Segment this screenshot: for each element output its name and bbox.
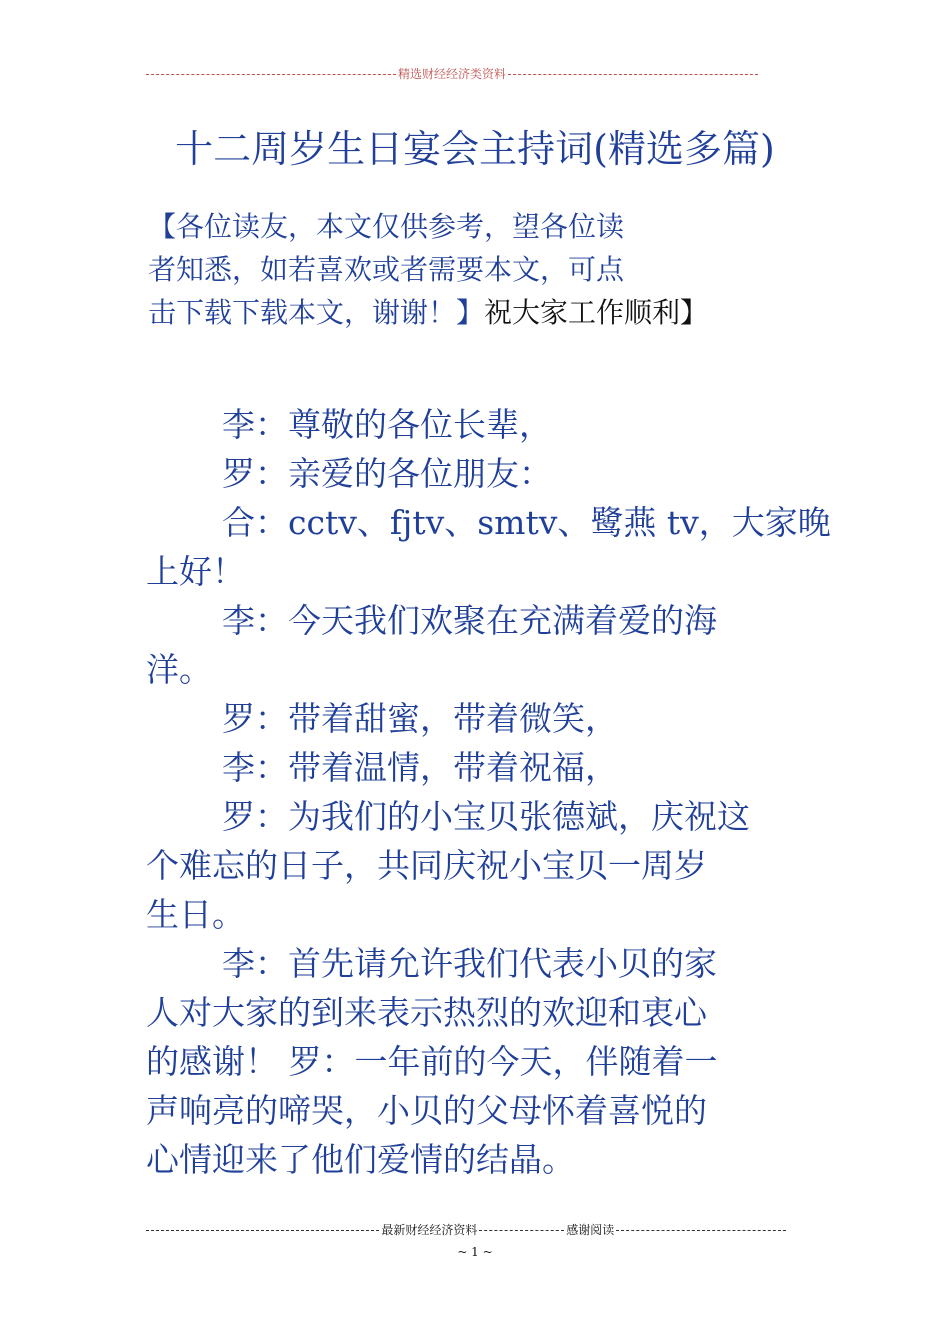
body-line: 个难忘的日子，共同庆祝小宝贝一周岁 (146, 846, 707, 885)
body-line: 李：今天我们欢聚在充满着爱的海 (222, 601, 717, 640)
body-line: 生日。 (146, 895, 245, 934)
header-dashed-line-right (508, 74, 758, 75)
body-line: 洋。 (146, 650, 212, 689)
body-line: 李：尊敬的各位长辈， (222, 405, 552, 444)
footer-dashed-line-left (146, 1230, 379, 1231)
body-line: 李：首先请允许我们代表小贝的家 (222, 944, 717, 983)
footer-label-right: 感谢阅读 (566, 1223, 615, 1237)
reader-notice (148, 205, 768, 334)
body-line: 罗：亲爱的各位朋友： (222, 454, 552, 493)
body-line: 人对大家的到来表示热烈的欢迎和衷心 (146, 993, 707, 1032)
body-line: 的感谢！ 罗：一年前的今天，伴随着一 (146, 1042, 718, 1081)
notice-line (148, 291, 768, 334)
page-header (146, 66, 758, 82)
notice-line-text: 击下载下载本文，谢谢！】 (148, 296, 485, 329)
header-label: 精选财经经济类资料 (398, 67, 507, 81)
footer-label-left: 最新财经经济资料 (381, 1223, 478, 1237)
document-body (146, 400, 831, 1184)
body-line: 合：cctv、fjtv、smtv、鹭燕 tv，大家晚 (222, 503, 831, 542)
document-title: 十二周岁生日宴会主持词(精选多篇) (175, 127, 775, 171)
footer-dashed-line-right (616, 1230, 786, 1231)
body-line: 罗：带着甜蜜，带着微笑， (222, 699, 618, 738)
page-footer (146, 1222, 786, 1238)
notice-line: 【各位读友，本文仅供参考，望各位读 (148, 210, 625, 243)
page-number: ~ 1 ~ (457, 1245, 493, 1259)
body-line: 李：带着温情，带着祝福， (222, 748, 618, 787)
body-line: 上好！ (146, 552, 245, 591)
notice-line: 者知悉，如若喜欢或者需要本文，可点 (148, 253, 625, 286)
header-dashed-line-left (146, 74, 396, 75)
body-line: 心情迎来了他们爱情的结晶。 (146, 1140, 575, 1179)
notice-tail: 祝大家工作顺利】 (484, 296, 709, 329)
body-line: 声响亮的啼哭，小贝的父母怀着喜悦的 (146, 1091, 707, 1130)
footer-dashed-line-middle (479, 1230, 564, 1231)
body-line: 罗：为我们的小宝贝张德斌，庆祝这 (222, 797, 750, 836)
